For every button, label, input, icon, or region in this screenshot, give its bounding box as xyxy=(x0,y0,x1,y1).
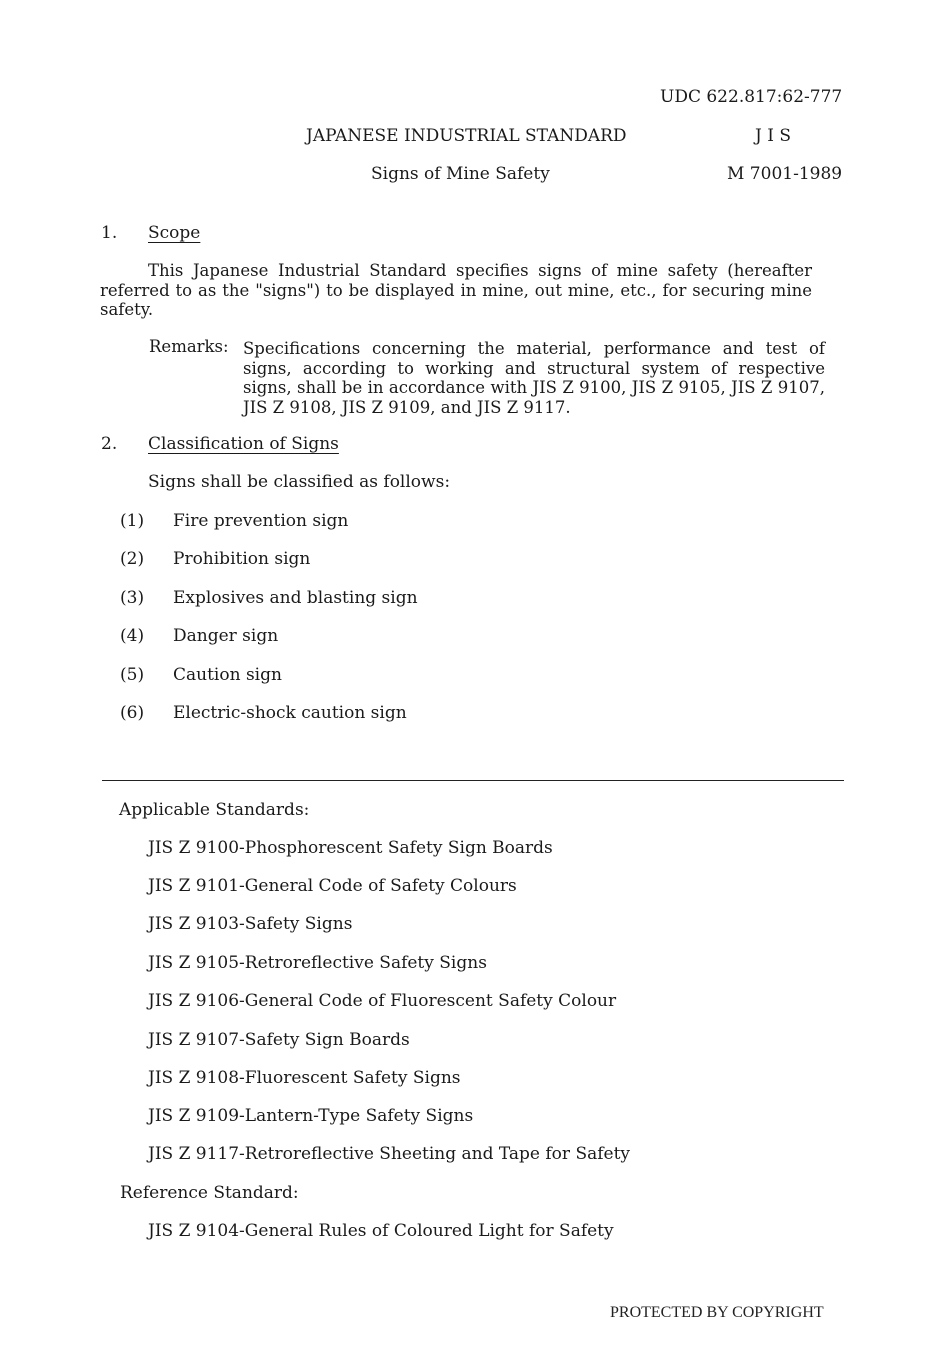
section-2-number: 2. xyxy=(101,434,118,454)
list-item-number: (6) xyxy=(120,703,145,723)
section-1-heading: Scope xyxy=(148,223,201,243)
standard-item: JIS Z 9108-Fluorescent Safety Signs xyxy=(148,1068,461,1088)
section-2-heading: Classification of Signs xyxy=(148,434,339,454)
standard-item: JIS Z 9106-General Code of Fluorescent Safety Colour xyxy=(148,991,617,1011)
list-item: Danger sign xyxy=(173,626,279,646)
remarks-text: Specifications concerning the material, performance and test of signs, according to working and structural system of respective signs, shall be in accordance with JIS Z 9100, JIS Z 9105, JIS Z 9107, JIS Z 9108, JIS Z 9109, and JIS Z 9117. xyxy=(243,339,825,417)
list-item-number: (1) xyxy=(120,511,145,531)
standard-item: JIS Z 9105-Retroreflective Safety Signs xyxy=(148,953,487,973)
standard-item: JIS Z 9103-Safety Signs xyxy=(148,914,353,934)
section-1-number: 1. xyxy=(101,223,118,243)
copyright-notice: PROTECTED BY COPYRIGHT xyxy=(610,1304,824,1321)
document-title: JAPANESE INDUSTRIAL STANDARD xyxy=(306,126,627,146)
list-item: Prohibition sign xyxy=(173,549,311,569)
udc-code: UDC 622.817:62-777 xyxy=(660,87,843,107)
classification-intro: Signs shall be classified as follows: xyxy=(148,472,451,492)
standard-item: JIS Z 9100-Phosphorescent Safety Sign Boards xyxy=(148,838,553,858)
reference-standard-heading: Reference Standard: xyxy=(120,1183,299,1203)
list-item: Electric-shock caution sign xyxy=(173,703,407,723)
standard-item: JIS Z 9117-Retroreflective Sheeting and Tape for Safety xyxy=(148,1144,631,1164)
standard-item: JIS Z 9101-General Code of Safety Colours xyxy=(148,876,517,896)
standard-code: M 7001-1989 xyxy=(727,164,843,184)
list-item-number: (2) xyxy=(120,549,145,569)
document-subject: Signs of Mine Safety xyxy=(371,164,550,184)
list-item: Explosives and blasting sign xyxy=(173,588,418,608)
list-item-number: (5) xyxy=(120,665,145,685)
scope-paragraph: This Japanese Industrial Standard specifies signs of mine safety (hereafter referred to as the "signs") to be displayed in mine, out mine, etc., for securing mine safety. xyxy=(100,261,812,319)
jis-mark: J I S xyxy=(755,126,791,146)
remarks-label: Remarks: xyxy=(149,337,229,356)
list-item: Caution sign xyxy=(173,665,282,685)
standard-item: JIS Z 9109-Lantern-Type Safety Signs xyxy=(148,1106,474,1126)
list-item-number: (4) xyxy=(120,626,145,646)
standard-item: JIS Z 9107-Safety Sign Boards xyxy=(148,1030,410,1050)
applicable-standards-heading: Applicable Standards: xyxy=(119,800,310,820)
list-item-number: (3) xyxy=(120,588,145,608)
footnote-divider xyxy=(102,780,844,781)
reference-standard-item: JIS Z 9104-General Rules of Coloured Light for Safety xyxy=(148,1221,614,1241)
list-item: Fire prevention sign xyxy=(173,511,349,531)
